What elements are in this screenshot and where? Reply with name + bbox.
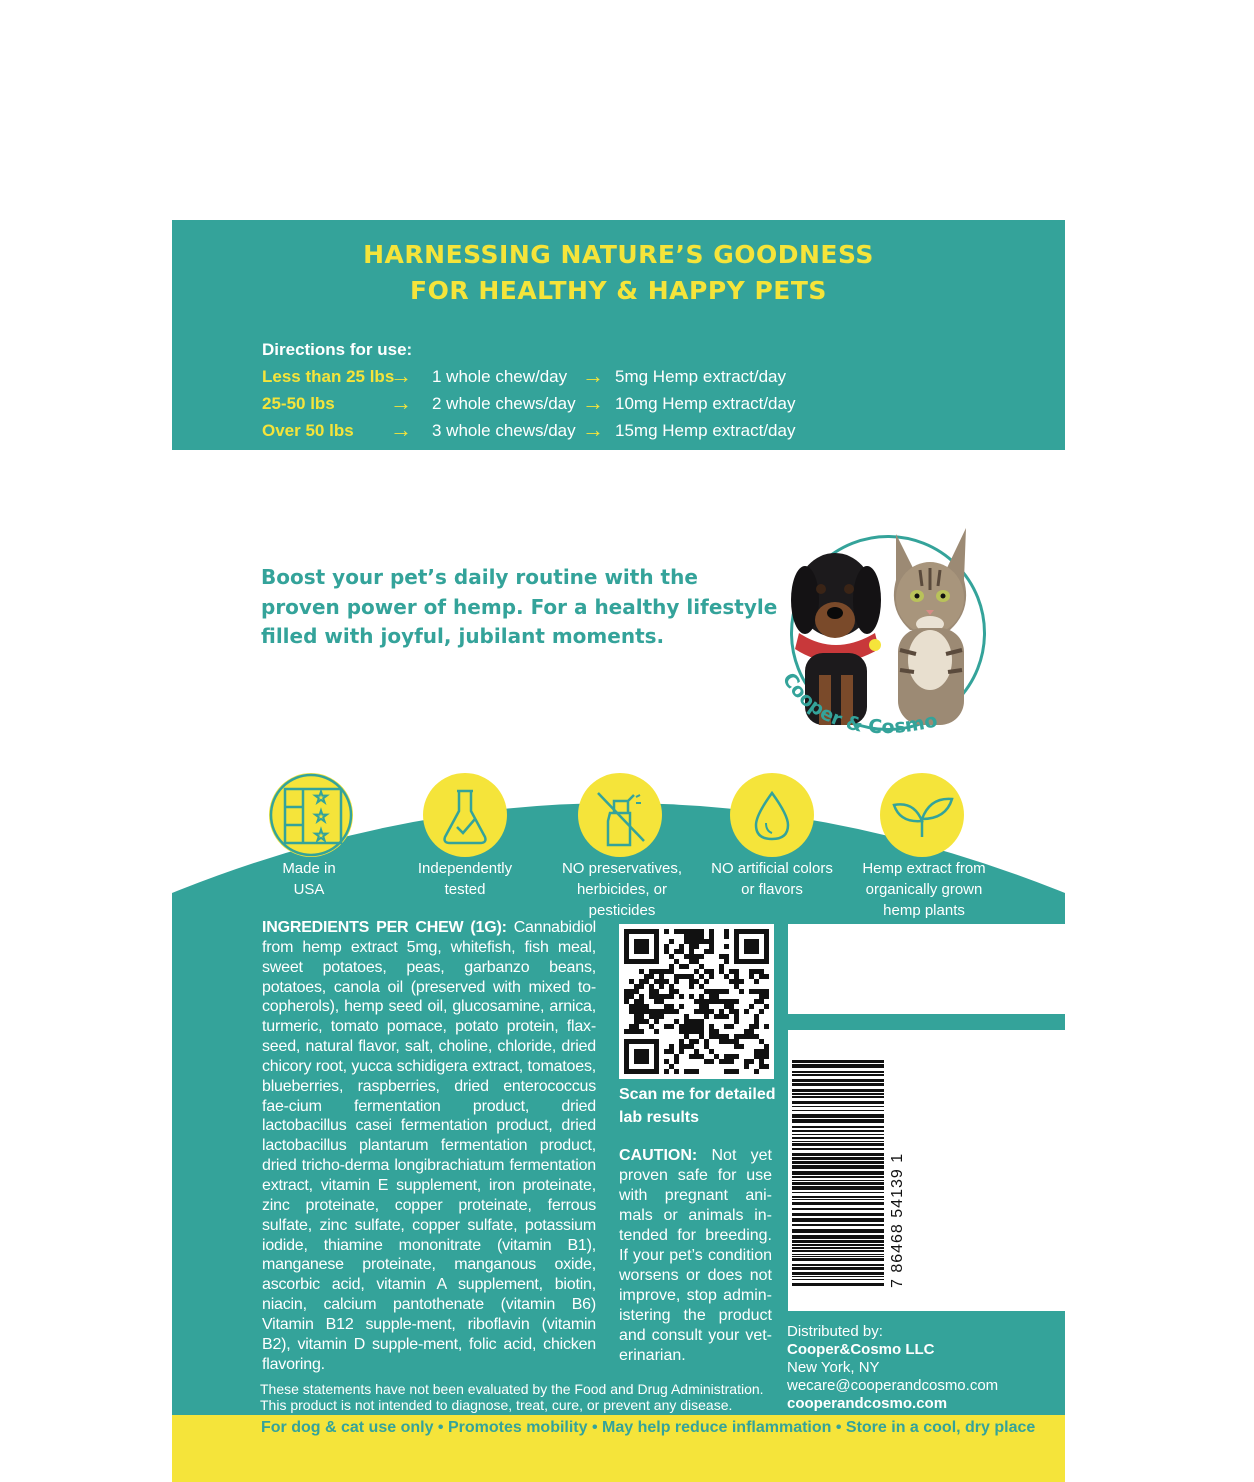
feature-label-line: Made in (282, 860, 336, 877)
feature-label-line: pesticides (588, 902, 656, 919)
feature-label-line: tested (444, 881, 486, 898)
feature-icon-circle (730, 773, 814, 857)
no-spray-bottle-icon (578, 773, 662, 857)
distributor-label: Distributed by: (787, 1323, 883, 1340)
distributor-company: Cooper&Cosmo LLC (787, 1341, 935, 1358)
directions-dose: 15mg Hemp extract/day (615, 421, 796, 440)
qr-code[interactable] (619, 924, 774, 1079)
feature-label (229, 858, 389, 900)
tagline-line: filled with joyful, jubilant moments. (261, 624, 665, 648)
footer-text: For dog & cat use only • Promotes mobility • May help reduce inflammation • Store in a cool, dry place (261, 1419, 1036, 1436)
feature-label-line: Hemp extract from (862, 860, 986, 877)
feature-label-line: USA (293, 881, 325, 898)
svg-text:☆: ☆ (313, 807, 329, 826)
fda-line: These statements have not been evaluated by the Food and Drug Administration. (260, 1381, 764, 1397)
barcode-number: 7 86468 54139 1 (889, 1152, 906, 1288)
svg-text:☆: ☆ (313, 826, 329, 845)
brand-name: Cooper & Cosmo (777, 668, 940, 739)
feature-icon-circle (269, 773, 353, 857)
feature-icon-circle (880, 773, 964, 857)
lab-flask-icon (423, 773, 507, 857)
feature-label-line: NO artificial colors (711, 860, 833, 877)
feature-label-line: organically grown (865, 881, 983, 898)
water-drop-icon (730, 773, 814, 857)
upc-barcode (788, 1052, 908, 1292)
ingredients-label: INGREDIENTS PER CHEW (1G): (262, 919, 507, 936)
directions-chews: 2 whole chews/day (432, 394, 576, 413)
arrow-right-icon: → (390, 363, 412, 388)
footer-band (172, 1415, 1065, 1482)
arrow-right-icon: → (582, 417, 604, 442)
directions-title: Directions for use: (262, 340, 413, 359)
directions-dose: 5mg Hemp extract/day (615, 367, 787, 386)
tagline-line: Boost your pet’s daily routine with the (261, 565, 698, 589)
usa-flag-stars-icon (269, 773, 353, 857)
ingredients-text: Cannabidiol from hemp extract 5mg, whitefish, fish meal, sweet potatoes, peas, garbanzo beans, potatoes, canola oil (preserved with mixed to-copherols), hemp seed oil, glucosamine, arnica, turmeric, tomato pomace, potato protein, flax-seed, natural flavor, salt, choline, chloride, dried chicory root, yucca schidigera extract, tomatoes, blueberries, raspberries, dried enterococcus fae-cium fermentation product, dried lactobacillus casei fermentation product, dried lactobacillus plantarum fermentation product, dried tricho-derma longibrachiatum fermentation extract, vitamin E supplement, iron proteinate, zinc proteinate, copper proteinate, ferrous sulfate, zinc sulfate, copper sulfate, potassium iodide, thiamine mononitrate (vitamin B1), manganese proteinate, manganous oxide, ascorbic acid, vitamin A supplement, biotin, niacin, calcium pantothenate (vitamin B6) Vitamin B12 supple-ment, riboflavin (vitamin B2), vitamin D supple-ment, folic acid, chicken flavoring. (262, 919, 597, 1373)
directions-weight: Over 50 lbs (262, 421, 354, 440)
qr-caption-line: lab results (619, 1109, 700, 1126)
feature-label (385, 858, 545, 900)
tagline-line: proven power of hemp. For a healthy lifestyle (261, 594, 778, 619)
caution-label: CAUTION: (619, 1147, 698, 1164)
distributor-website[interactable]: cooperandcosmo.com (787, 1395, 948, 1412)
header-band (172, 220, 1065, 450)
tagline (261, 563, 801, 652)
feature-icon-circle (578, 773, 662, 857)
directions-weight: 25-50 lbs (262, 394, 335, 413)
arrow-right-icon: → (390, 390, 412, 415)
headline-line-1: HARNESSING NATURE’S GOODNESS (363, 240, 874, 269)
qr-caption (619, 1083, 779, 1129)
leaf-sprout-icon (880, 773, 964, 857)
qr-code-pattern (619, 924, 774, 1079)
directions-chews: 3 whole chews/day (432, 421, 576, 440)
directions-dose: 10mg Hemp extract/day (615, 394, 796, 413)
arrow-right-icon: → (582, 390, 604, 415)
feature-icon-circle (423, 773, 507, 857)
distributor-location: New York, NY (787, 1359, 880, 1376)
qr-caption-line: Scan me for detailed (619, 1086, 776, 1103)
svg-text:☆: ☆ (313, 788, 329, 807)
feature-label-line: or flavors (741, 881, 803, 898)
feature-label-line: herbicides, or (576, 881, 668, 898)
arrow-right-icon: → (390, 417, 412, 442)
brand-arc-text (760, 650, 990, 770)
label-space (788, 924, 1065, 1014)
feature-label-line: NO preservatives, (561, 860, 683, 877)
fda-line: This product is not intended to diagnose, treat, cure, or prevent any disease. (260, 1397, 733, 1413)
headline-line-2: FOR HEALTHY & HAPPY PETS (410, 276, 827, 305)
distributor-email[interactable]: wecare@cooperandcosmo.com (787, 1377, 999, 1394)
ingredients-block (262, 918, 596, 1374)
arrow-right-icon: → (582, 363, 604, 388)
feature-label (692, 858, 852, 900)
caution-block (619, 1146, 772, 1366)
distributor-info (787, 1323, 1057, 1413)
feature-label (542, 858, 702, 921)
svg-text:Cooper & Cosmo (778, 669, 940, 738)
feature-label (844, 858, 1004, 921)
feature-label-line: hemp plants (883, 902, 965, 919)
caution-text: Not yet proven safe for use with pregnant ani-mals or animals in-tended for breeding. If your pet’s condition worsens or does not improve, stop admin-istering the product and consult your vet-erinarian. (619, 1147, 772, 1364)
directions-chews: 1 whole chew/day (432, 367, 568, 386)
directions-weight: Less than 25 lbs (262, 367, 395, 386)
feature-label-line: Independently (417, 860, 513, 877)
fda-disclaimer (260, 1381, 780, 1413)
